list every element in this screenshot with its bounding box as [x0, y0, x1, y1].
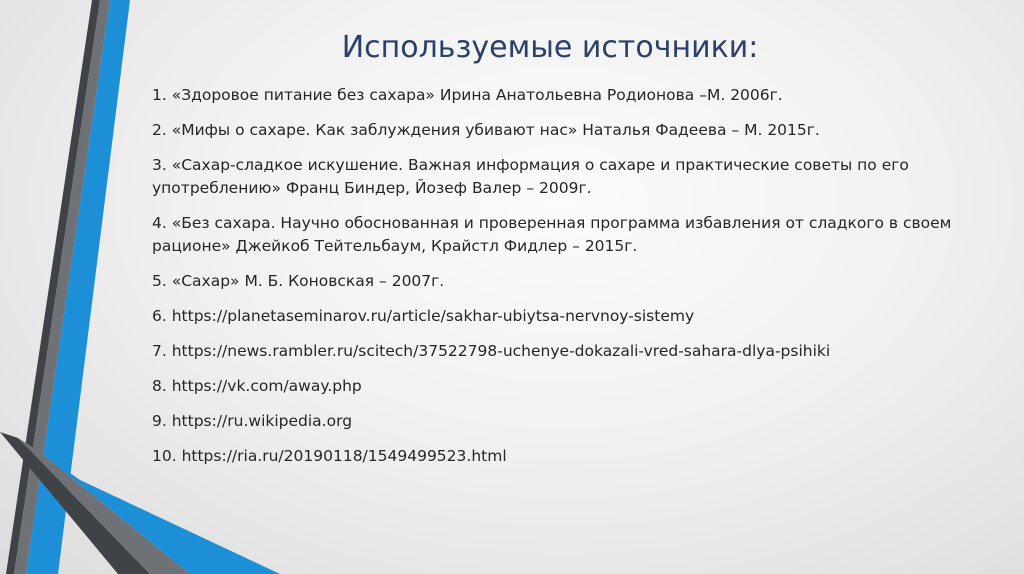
sources-list: [152, 84, 982, 480]
source-item-9[interactable]: 9. https://ru.wikipedia.org: [152, 412, 353, 430]
source-item-3: 3. «Сахар-сладкое искушение. Важная информация о сахаре и практические советы по его употреблению» Франц Биндер, Йозеф Валер – 2009г.: [152, 156, 909, 197]
source-item-4: 4. «Без сахара. Научно обоснованная и проверенная программа избавления от сладкого в своем рационе» Джейкоб Тейтельбаум, Крайстл Фидлер – 2015г.: [152, 214, 952, 255]
source-item-7[interactable]: 7. https://news.rambler.ru/scitech/37522798-uchenye-dokazali-vred-sahara-dlya-psihiki: [152, 342, 831, 360]
slide-title: Используемые источники:: [341, 30, 759, 65]
source-item-1: 1. «Здоровое питание без сахара» Ирина Анатольевна Родионова –М. 2006г.: [152, 86, 783, 104]
source-item-8[interactable]: 8. https://vk.com/away.php: [152, 377, 362, 395]
source-item-2: 2. «Мифы о сахаре. Как заблуждения убивают нас» Наталья Фадеева – М. 2015г.: [152, 121, 820, 139]
source-item-6[interactable]: 6. https://planetaseminarov.ru/article/sakhar-ubiytsa-nervnoy-sistemy: [152, 307, 695, 325]
source-item-10[interactable]: 10. https://ria.ru/20190118/1549499523.html: [152, 447, 507, 465]
source-item-5: 5. «Сахар» М. Б. Коновская – 2007г.: [152, 272, 445, 290]
